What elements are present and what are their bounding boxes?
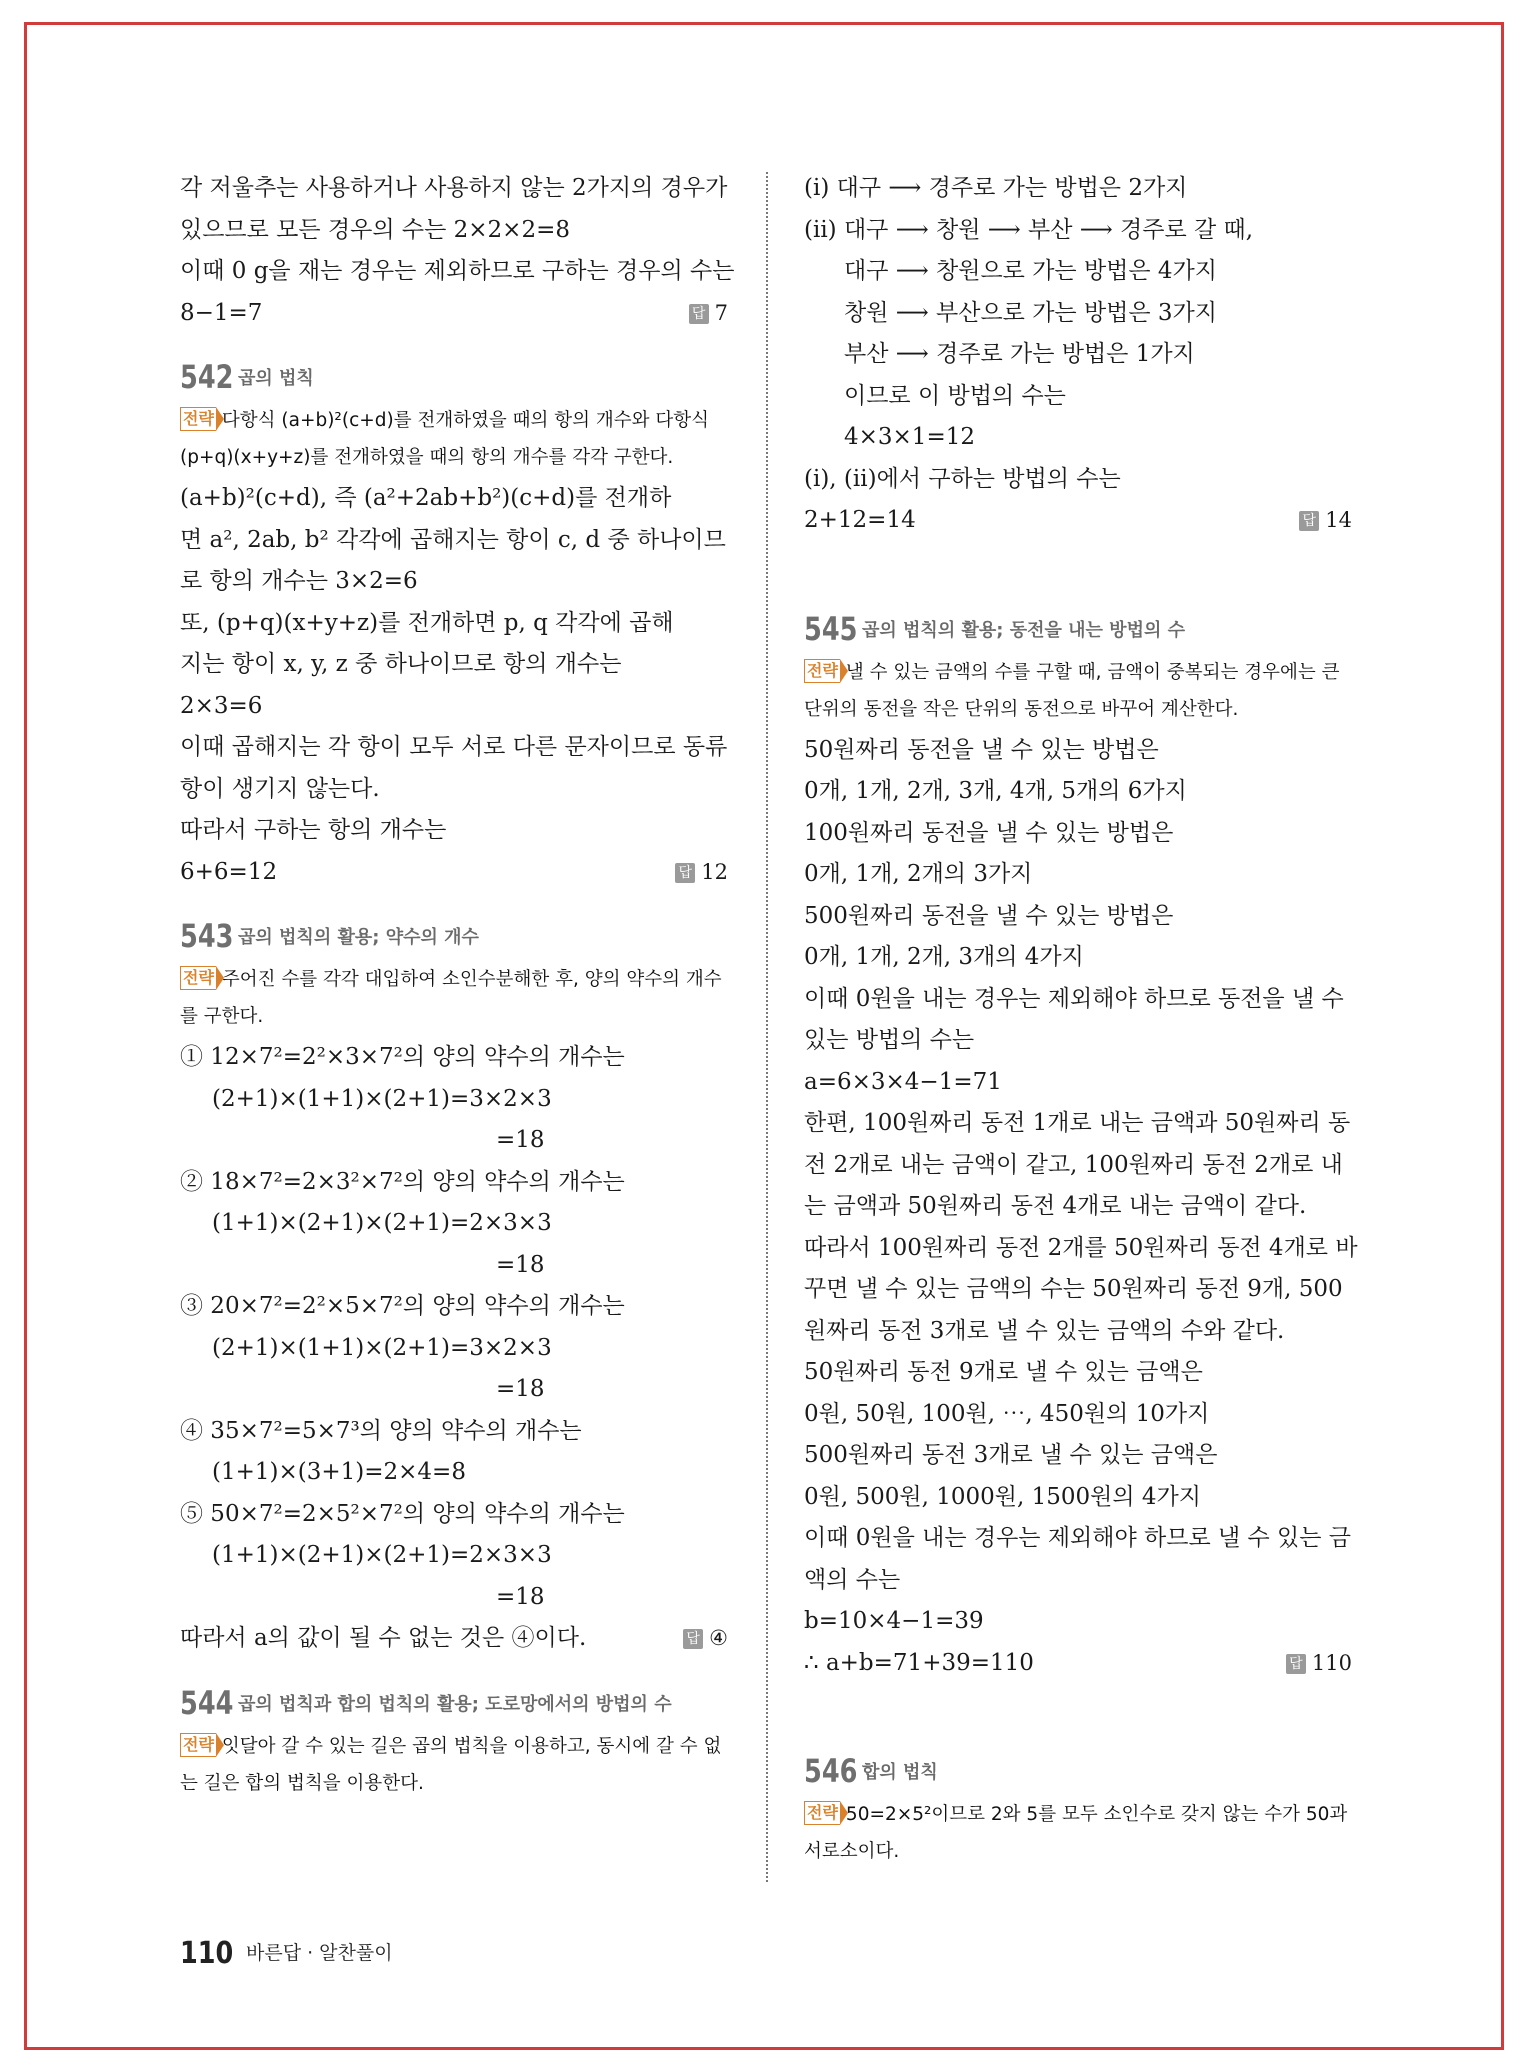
text-line: 2+12=14	[804, 507, 916, 533]
answer-line	[180, 293, 728, 335]
text-line: 원짜리 동전 3개로 낼 수 있는 금액의 수와 같다.	[804, 1317, 1285, 1344]
text-line: 이때 0 g을 재는 경우는 제외하므로 구하는 경우의 수는	[180, 258, 735, 284]
answer-icon: 답	[675, 863, 695, 883]
text-line: 이때 0원을 내는 경우는 제외해야 하므로 동전을 낼 수	[804, 985, 1344, 1012]
text-line: b=10×4−1=39	[804, 1608, 984, 1634]
answer-icon: 답	[1299, 511, 1319, 531]
text-line: 꾸면 낼 수 있는 금액의 수는 50원짜리 동전 9개, 500	[804, 1276, 1343, 1302]
strategy-text: 잇달아 갈 수 있는 길은 곱의 법칙을 이용하고, 동시에 갈 수 없는 길은 합의 법칙을 이용한다.	[180, 1735, 722, 1794]
text-line: 부산 ⟶ 경주로 가는 방법은 1가지	[844, 341, 1195, 367]
strategy-tag: 전략	[804, 1801, 840, 1825]
text-line: ③ 20×7²=2²×5×7²의 양의 약수의 개수는	[180, 1293, 625, 1319]
text-line: a=6×3×4−1=71	[804, 1068, 1002, 1095]
text-line: 는 금액과 50원짜리 동전 4개로 내는 금액이 같다.	[804, 1193, 1307, 1219]
problem-number: 543	[180, 917, 234, 955]
answer-line	[804, 1643, 1352, 1685]
text-line: 2×3=6	[180, 692, 263, 719]
text-line: 한편, 100원짜리 동전 1개로 내는 금액과 50원짜리 동	[804, 1110, 1351, 1136]
answer-line	[180, 852, 728, 894]
strategy-text: 50=2×5²이므로 2와 5를 모두 소인수로 갖지 않는 수가 50과 서로소이다.	[804, 1804, 1348, 1862]
text-line: 이때 0원을 내는 경우는 제외해야 하므로 낼 수 있는 금	[804, 1525, 1352, 1551]
text-line: 500원짜리 동전 3개로 낼 수 있는 금액은	[804, 1442, 1218, 1468]
text-line: =18	[496, 1583, 545, 1610]
strategy-tag: 전략	[804, 659, 840, 683]
right-column	[804, 168, 1358, 1872]
column-divider	[766, 172, 768, 1882]
problem-number: 546	[804, 1752, 858, 1790]
text-line: 50원짜리 동전을 낼 수 있는 방법은	[804, 736, 1159, 763]
text-line: 4×3×1=12	[844, 424, 975, 450]
answer-value: ④	[709, 1626, 728, 1650]
text-line: 각 저울추는 사용하거나 사용하지 않는 2가지의 경우가	[180, 175, 728, 201]
text-line: 전 2개로 내는 금액이 같고, 100원짜리 동전 2개로 내	[804, 1151, 1343, 1178]
answer-mark	[675, 852, 728, 894]
answer-mark	[1299, 500, 1352, 542]
strategy-box	[180, 402, 728, 476]
strategy-text: 다항식 (a+b)²(c+d)를 전개하였을 때의 항의 개수와 다항식 (p+q)(x+y+z)를 전개하였을 때의 항의 개수를 각각 구한다.	[180, 410, 710, 468]
text-line: 50원짜리 동전 9개로 낼 수 있는 금액은	[804, 1359, 1203, 1385]
answer-value: 12	[701, 859, 728, 884]
strategy-box	[804, 1796, 1352, 1870]
strategy-box	[804, 654, 1352, 728]
text-line: 항이 생기지 않는다.	[180, 775, 380, 802]
answer-line	[804, 500, 1352, 542]
answer-line	[180, 1618, 728, 1660]
text-line: 이때 곱해지는 각 항이 모두 서로 다른 문자이므로 동류	[180, 734, 728, 760]
strategy-text: 낼 수 있는 금액의 수를 구할 때, 금액이 중복되는 경우에는 큰 단위의 동전을 작은 단위의 동전으로 바꾸어 계산한다.	[804, 661, 1340, 720]
text-line: 창원 ⟶ 부산으로 가는 방법은 3가지	[844, 299, 1217, 326]
problem-heading	[180, 911, 728, 961]
text-line: 0개, 1개, 2개의 3가지	[804, 861, 1033, 887]
text-line: ① 12×7²=2²×3×7²의 양의 약수의 개수는	[180, 1044, 625, 1070]
text-line: (1+1)×(3+1)=2×4=8	[212, 1459, 466, 1485]
strategy-box	[180, 961, 728, 1035]
answer-icon: 답	[1286, 1654, 1306, 1674]
text-line: (2+1)×(1+1)×(2+1)=3×2×3	[212, 1334, 552, 1361]
answer-value: 14	[1325, 508, 1352, 532]
answer-mark	[689, 293, 728, 335]
text-line: (a+b)²(c+d), 즉 (a²+2ab+b²)(c+d)를 전개하	[180, 485, 672, 511]
problem-title: 곱의 법칙과 합의 법칙의 활용; 도로망에서의 방법의 수	[238, 1693, 672, 1715]
text-line: 있으므로 모든 경우의 수는 2×2×2=8	[180, 216, 570, 243]
problem-title: 곱의 법칙	[238, 368, 314, 389]
spacer	[804, 542, 1352, 586]
text-line: 0원, 50원, 100원, ⋯, 450원의 10가지	[804, 1400, 1210, 1427]
strategy-tag: 전략	[180, 407, 216, 431]
problem-title: 곱의 법칙의 활용; 동전을 내는 방법의 수	[862, 619, 1186, 641]
answer-icon: 답	[689, 304, 709, 324]
text-line: =18	[496, 1376, 545, 1402]
answer-value: 110	[1311, 1650, 1352, 1675]
problem-number: 544	[180, 1683, 234, 1722]
text-line: 8−1=7	[180, 299, 263, 326]
footer-title: 바른답 · 알찬풀이	[246, 1942, 393, 1964]
problem-heading	[180, 1678, 728, 1728]
text-line: 로 항의 개수는 3×2=6	[180, 568, 418, 594]
page-number: 110	[180, 1936, 234, 1971]
text-line: 또, (p+q)(x+y+z)를 전개하면 p, q 각각에 곱해	[180, 609, 674, 636]
text-line: 대구 ⟶ 창원으로 가는 방법은 4가지	[844, 258, 1217, 284]
text-line: 지는 항이 x, y, z 중 하나이므로 항의 개수는	[180, 651, 622, 677]
text-line: 액의 수는	[804, 1566, 901, 1593]
problem-heading	[804, 1746, 1352, 1796]
text-line: 500원짜리 동전을 낼 수 있는 방법은	[804, 902, 1174, 929]
answer-value: 7	[714, 300, 728, 325]
text-line: 있는 방법의 수는	[804, 1027, 975, 1053]
strategy-tag: 전략	[180, 1733, 216, 1757]
text-line: (1+1)×(2+1)×(2+1)=2×3×3	[212, 1210, 552, 1236]
problem-number: 545	[804, 609, 858, 648]
page-footer	[180, 1936, 393, 1971]
problem-title: 곱의 법칙의 활용; 약수의 개수	[238, 927, 479, 948]
text-line: ② 18×7²=2×3²×7²의 양의 약수의 개수는	[180, 1168, 625, 1195]
text-line: 6+6=12	[180, 858, 278, 885]
answer-icon: 답	[683, 1629, 703, 1649]
answer-mark	[683, 1618, 728, 1660]
text-line: 100원짜리 동전을 낼 수 있는 방법은	[804, 819, 1174, 846]
text-line: 따라서 a의 값이 될 수 없는 것은 ④이다.	[180, 1625, 587, 1651]
strategy-box	[180, 1728, 728, 1802]
problem-number: 542	[180, 358, 234, 396]
text-line: (2+1)×(1+1)×(2+1)=3×2×3	[212, 1085, 552, 1112]
text-line: (ⅰ), (ⅱ)에서 구하는 방법의 수는	[804, 465, 1121, 492]
left-column	[180, 168, 735, 1804]
spacer	[804, 1684, 1352, 1728]
text-line: 면 a², 2ab, b² 각각에 곱해지는 항이 c, d 중 하나이므	[180, 526, 726, 553]
answer-mark	[1286, 1643, 1352, 1685]
text-line: 0개, 1개, 2개, 3개의 4가지	[804, 944, 1084, 970]
text-line: ∴ a+b=71+39=110	[804, 1649, 1034, 1676]
text-line: (ⅱ) 대구 ⟶ 창원 ⟶ 부산 ⟶ 경주로 갈 때,	[804, 216, 1254, 243]
problem-title: 합의 법칙	[862, 1762, 938, 1783]
strategy-tag: 전략	[180, 966, 216, 990]
text-line: =18	[496, 1127, 545, 1153]
text-line: (ⅰ) 대구 ⟶ 경주로 가는 방법은 2가지	[804, 175, 1188, 201]
strategy-text: 주어진 수를 각각 대입하여 소인수분해한 후, 양의 약수의 개수를 구한다.	[180, 969, 722, 1027]
text-line: 따라서 구하는 항의 개수는	[180, 817, 447, 843]
text-line: 따라서 100원짜리 동전 2개를 50원짜리 동전 4개로 바	[804, 1234, 1358, 1261]
text-line: ④ 35×7²=5×7³의 양의 약수의 개수는	[180, 1417, 582, 1444]
problem-heading	[180, 352, 728, 402]
text-line: (1+1)×(2+1)×(2+1)=2×3×3	[212, 1542, 552, 1568]
text-line: 이므로 이 방법의 수는	[844, 382, 1066, 409]
text-line: ⑤ 50×7²=2×5²×7²의 양의 약수의 개수는	[180, 1500, 625, 1527]
text-line: 0개, 1개, 2개, 3개, 4개, 5개의 6가지	[804, 778, 1187, 804]
problem-heading	[804, 604, 1352, 654]
text-line: 0원, 500원, 1000원, 1500원의 4가지	[804, 1483, 1201, 1510]
text-line: =18	[496, 1251, 545, 1278]
